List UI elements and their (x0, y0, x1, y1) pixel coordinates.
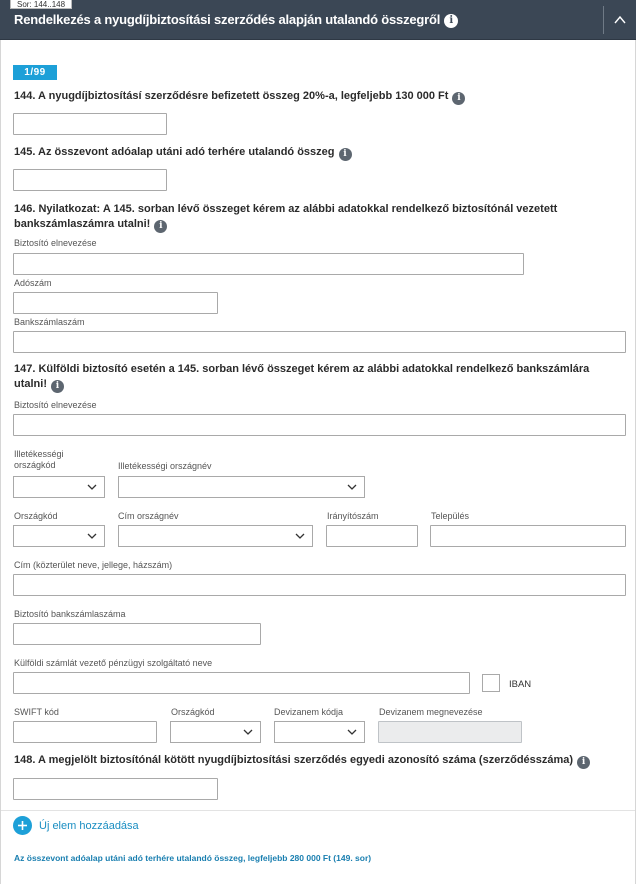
currency-name-label: Devizanem megnevezése (379, 707, 483, 717)
chevron-up-icon[interactable] (612, 12, 628, 28)
currency-code-select[interactable] (274, 721, 365, 743)
footer-note-149[interactable]: Az összevont adóalap utáni adó terhére utalandó összeg, legfeljebb 280 000 Ft (149. sor) (14, 853, 372, 863)
foreign-provider-input[interactable] (13, 672, 470, 694)
question-144: 144. A nyugdíjbiztosításí szerződésre befizetett összeg 20%-a, legfeljebb 130 000 Ft i (14, 89, 465, 105)
add-item-button[interactable] (13, 816, 32, 835)
question-148: 148. A megjelölt biztosítónál kötött nyugdíjbiztosítási szerződés egyedi azonosító száma (szerződésszáma) i (14, 753, 590, 769)
header-divider (603, 6, 604, 34)
currency-name-input (378, 721, 522, 743)
country-code2-label: Országkód (171, 707, 215, 717)
question-147: 147. Külföldi biztosító esetén a 145. sorban lévő összeget kérem az alábbi adatokkal rendelkező bankszámlára utalni! i (14, 363, 590, 391)
plus-icon (13, 816, 32, 835)
zip-label: Irányítószám (327, 511, 379, 521)
chevron-down-icon (87, 533, 97, 540)
question-146: 146. Nyilatkozat: A 145. sorban lévő összeget kérem az alábbi adatokkal rendelkező biztosítónál vezetett bankszámlaszámra utalni! i (14, 203, 558, 231)
address-input[interactable] (13, 574, 626, 596)
contract-id-input[interactable] (13, 778, 218, 800)
amount-144-input[interactable] (13, 113, 167, 135)
residency-code-label: Illetékességi országkód (14, 449, 64, 470)
insurer-bank-label: Biztosító bankszámlaszáma (14, 609, 126, 619)
insurer-name-label: Biztosító elnevezése (14, 238, 97, 248)
row-range-tooltip: Sor: 144..148 (10, 0, 72, 9)
iban-checkbox[interactable] (482, 674, 500, 692)
tax-number-input[interactable] (13, 292, 218, 314)
divider (1, 810, 635, 811)
insurer-name-input[interactable] (13, 253, 524, 275)
info-icon[interactable]: i (577, 756, 590, 769)
tax-number-label: Adószám (14, 278, 52, 288)
amount-145-input[interactable] (13, 169, 167, 191)
city-label: Település (431, 511, 470, 521)
record-counter: 1/99 (13, 65, 57, 80)
country-code-select[interactable] (13, 525, 105, 547)
question-145: 145. Az összevont adóalap utáni adó terhére utalandó összeg i (14, 145, 352, 161)
info-icon[interactable]: i (339, 148, 352, 161)
info-icon[interactable]: i (444, 14, 458, 28)
chevron-down-icon (87, 484, 97, 491)
swift-input[interactable] (13, 721, 157, 743)
info-icon[interactable]: i (154, 220, 167, 233)
address-label: Cím (közterület neve, jellege, házszám) (14, 560, 173, 570)
chevron-down-icon (347, 484, 357, 491)
iban-label: IBAN (509, 679, 532, 690)
info-icon[interactable]: i (51, 380, 64, 393)
zip-input[interactable] (326, 525, 418, 547)
chevron-down-icon (295, 533, 305, 540)
section-header[interactable] (0, 0, 636, 40)
country-code-label: Országkód (14, 511, 58, 521)
residency-country-select[interactable] (118, 476, 365, 498)
info-icon[interactable]: i (452, 92, 465, 105)
swift-label: SWIFT kód (14, 707, 59, 717)
address-country-label: Cím országnév (118, 511, 179, 521)
add-item-link[interactable]: Új elem hozzáadása (39, 820, 139, 832)
residency-country-label: Illetékességi országnév (118, 461, 212, 471)
country-code2-select[interactable] (170, 721, 261, 743)
foreign-insurer-name-label: Biztosító elnevezése (14, 400, 97, 410)
bank-account-input[interactable] (13, 331, 626, 353)
city-input[interactable] (430, 525, 626, 547)
section-title: Rendelkezés a nyugdíjbiztosítási szerződés alapján utalandó összegről i (14, 12, 458, 28)
residency-code-select[interactable] (13, 476, 105, 498)
currency-code-label: Devizanem kódja (274, 707, 344, 717)
foreign-insurer-name-input[interactable] (13, 414, 626, 436)
bank-account-label: Bankszámlaszám (14, 317, 85, 327)
address-country-select[interactable] (118, 525, 313, 547)
chevron-down-icon (347, 729, 357, 736)
foreign-provider-label: Külföldi számlát vezető pénzügyi szolgáltató neve (14, 658, 213, 668)
chevron-down-icon (243, 729, 253, 736)
insurer-bank-input[interactable] (13, 623, 261, 645)
